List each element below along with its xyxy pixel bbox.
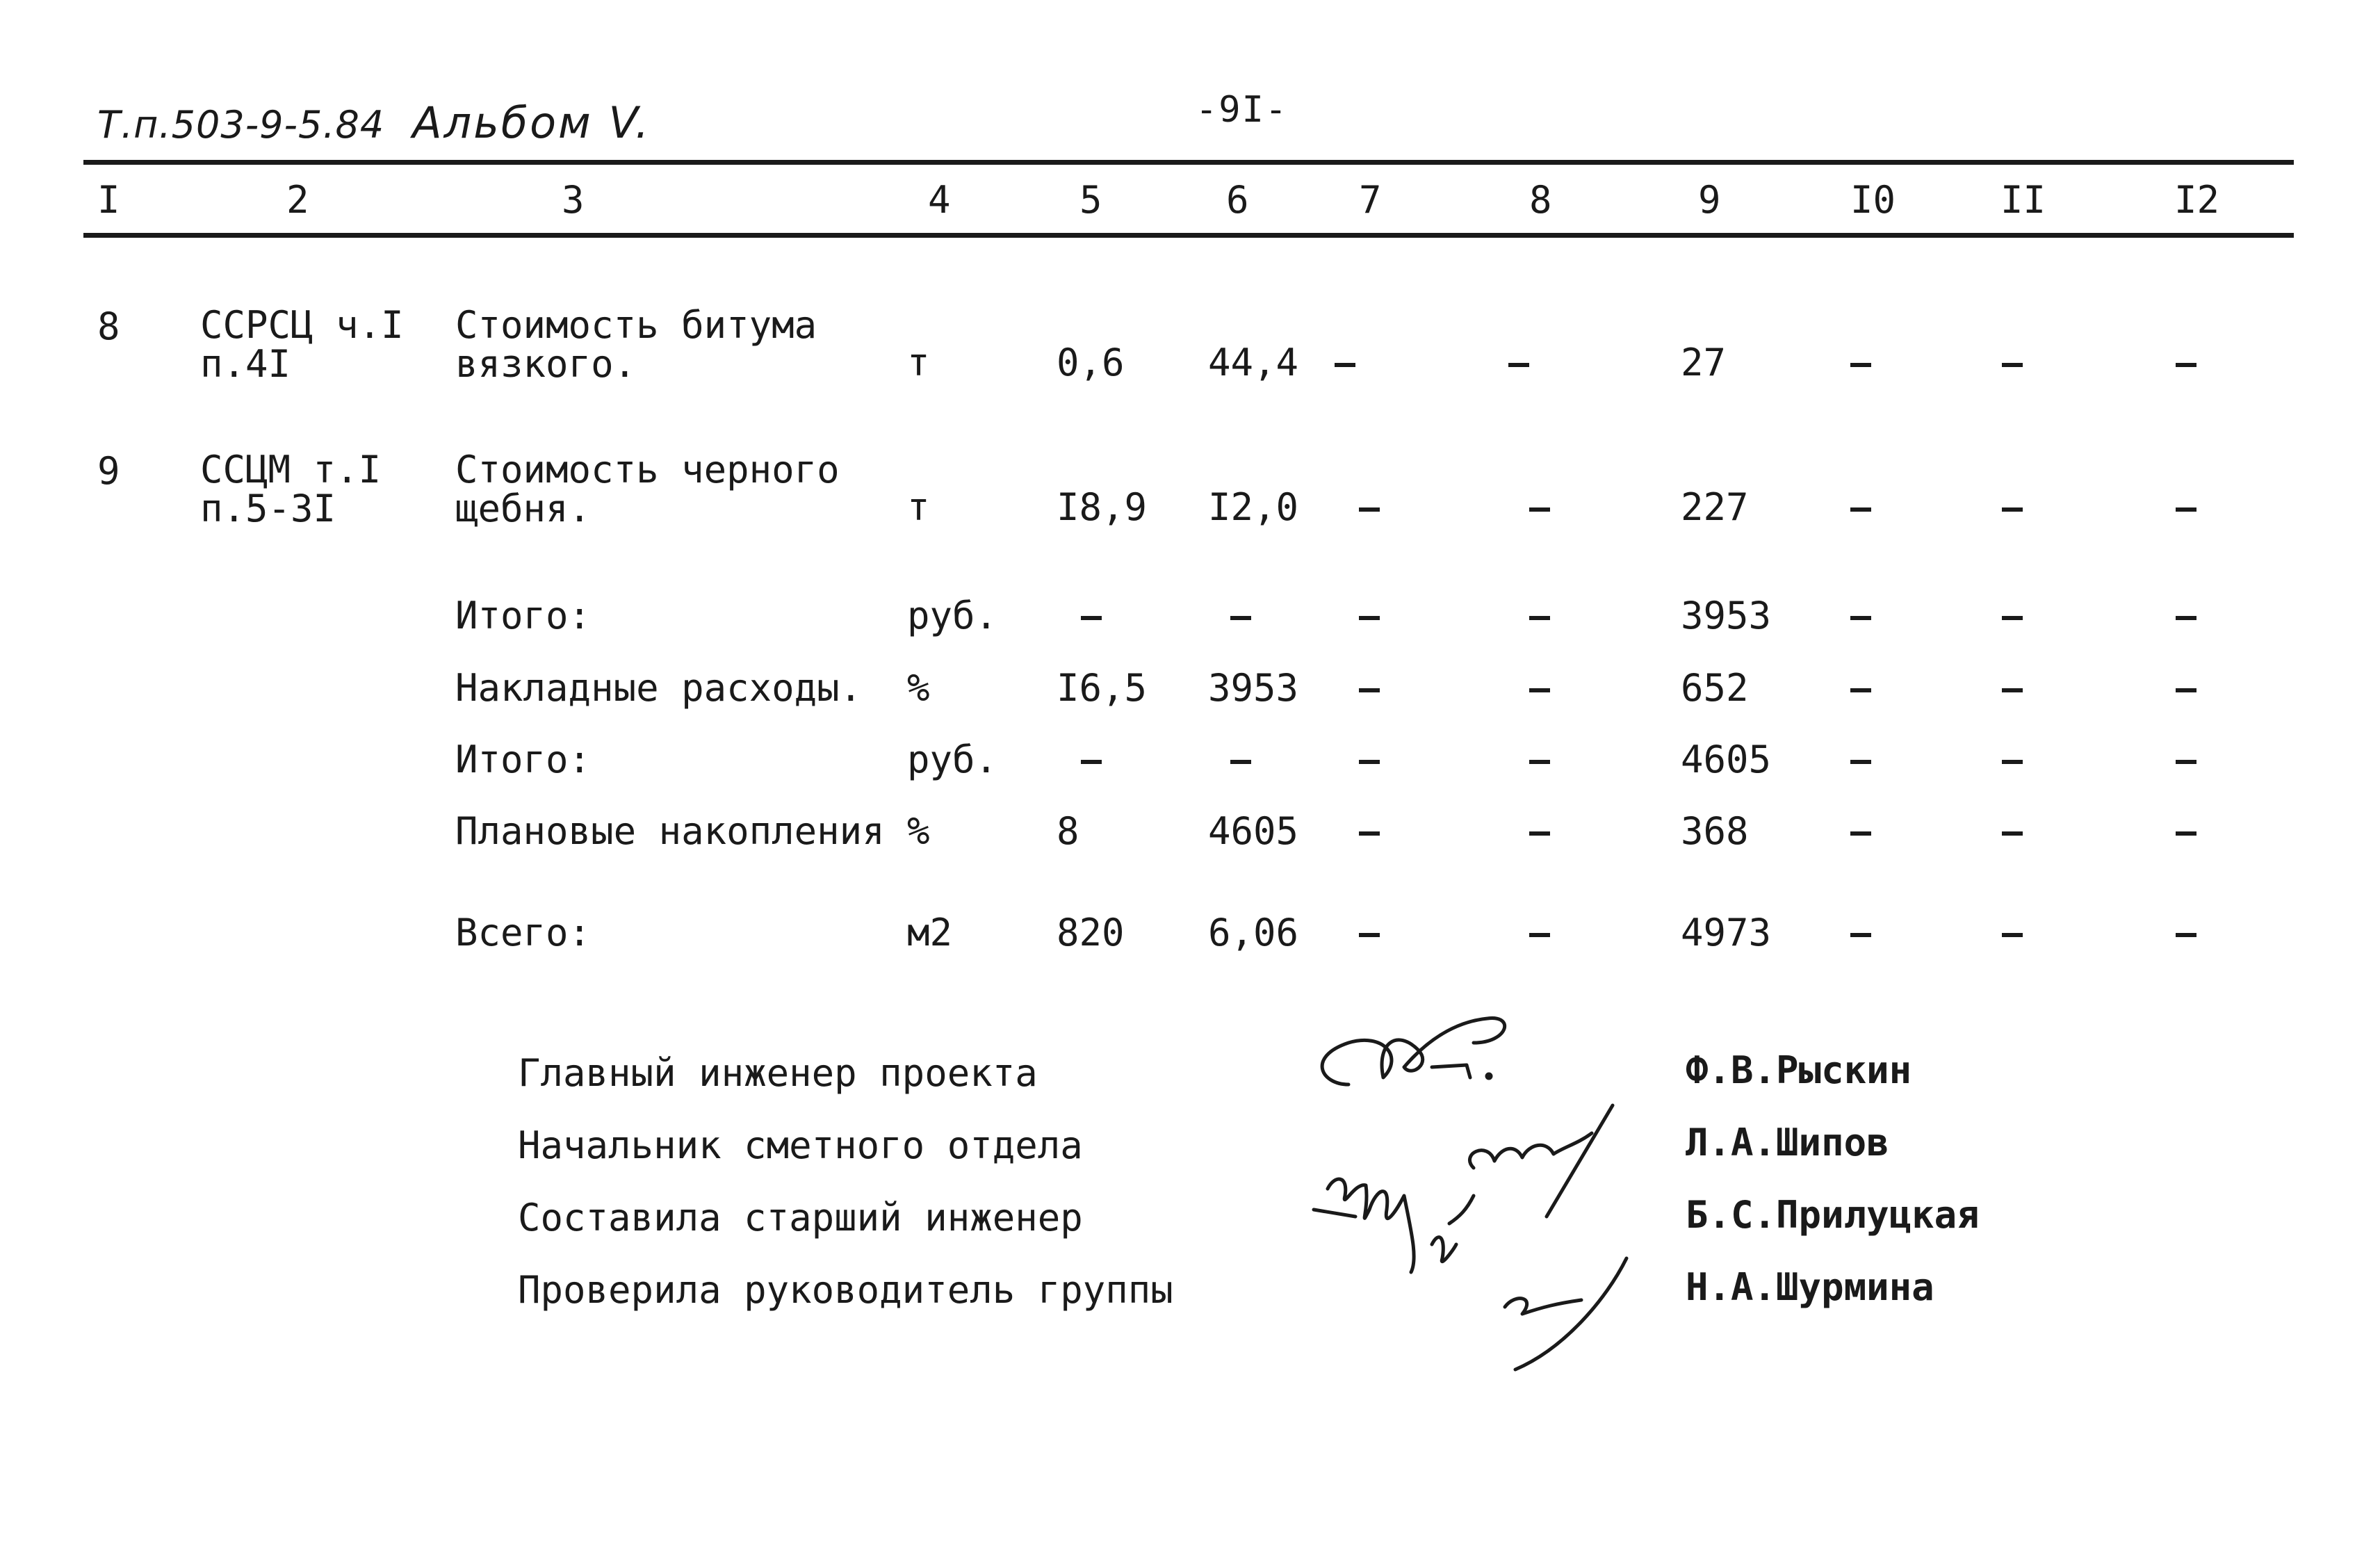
empty-dash bbox=[2002, 811, 2023, 852]
summary-label: Всего: bbox=[455, 911, 592, 954]
column-header: 8 bbox=[1529, 178, 1552, 222]
reference-line: п.5-3I bbox=[200, 487, 336, 530]
empty-dash bbox=[2176, 595, 2196, 637]
summary-label: Итого: bbox=[455, 738, 592, 781]
unit: руб. bbox=[907, 738, 998, 781]
doc-code: Т.п.503-9-5.84 bbox=[97, 103, 385, 147]
total-cost: 3953 bbox=[1681, 594, 1772, 637]
column-header: I bbox=[97, 178, 120, 222]
table-header-rule bbox=[83, 233, 2294, 238]
item-name-line: вязкого. bbox=[455, 342, 637, 386]
empty-dash bbox=[1335, 342, 1355, 384]
unit-price: 6,06 bbox=[1208, 911, 1299, 954]
unit-price: 44,4 bbox=[1208, 341, 1299, 384]
reference-line: ССРСЦ ч.I bbox=[200, 303, 404, 347]
empty-dash bbox=[1359, 912, 1380, 954]
empty-dash bbox=[1529, 487, 1550, 528]
reference-line: ССЦМ т.I bbox=[200, 448, 382, 491]
unit: % bbox=[907, 666, 930, 710]
total-cost: 652 bbox=[1681, 666, 1749, 710]
signer-role: Проверила руководитель группы bbox=[518, 1268, 1173, 1312]
empty-dash bbox=[1850, 342, 1871, 384]
empty-dash bbox=[1081, 739, 1102, 781]
empty-dash bbox=[1850, 487, 1871, 528]
unit-price: I2,0 bbox=[1208, 485, 1299, 529]
signer-name: Н.А.Шурмина bbox=[1686, 1265, 1934, 1309]
signer-name: Ф.В.Рыскин bbox=[1686, 1048, 1912, 1092]
empty-dash bbox=[2176, 487, 2196, 528]
reference-line: п.4I bbox=[200, 342, 291, 386]
column-header: II bbox=[2000, 178, 2046, 222]
column-header: 3 bbox=[562, 178, 585, 222]
empty-dash bbox=[2002, 912, 2023, 954]
empty-dash bbox=[1508, 342, 1529, 384]
empty-dash bbox=[1081, 595, 1102, 637]
row-number: 9 bbox=[97, 449, 120, 493]
row-number: 8 bbox=[97, 304, 120, 348]
signer-role: Начальник сметного отдела bbox=[518, 1123, 1083, 1167]
quantity: I6,5 bbox=[1057, 666, 1148, 710]
empty-dash bbox=[2002, 739, 2023, 781]
unit: т bbox=[907, 485, 930, 529]
empty-dash bbox=[1230, 595, 1251, 637]
empty-dash bbox=[1529, 811, 1550, 852]
empty-dash bbox=[1230, 739, 1251, 781]
unit: руб. bbox=[907, 594, 998, 637]
empty-dash bbox=[2176, 811, 2196, 852]
total-cost: 368 bbox=[1681, 809, 1749, 853]
total-cost: 27 bbox=[1681, 341, 1727, 384]
empty-dash bbox=[1850, 811, 1871, 852]
item-name-line: Стоимость черного bbox=[455, 448, 840, 491]
handwritten-signatures-icon bbox=[1307, 1001, 1668, 1376]
empty-dash bbox=[2002, 595, 2023, 637]
empty-dash bbox=[1529, 595, 1550, 637]
quantity: 0,6 bbox=[1057, 341, 1125, 384]
summary-label: Накладные расходы. bbox=[455, 666, 863, 710]
empty-dash bbox=[2002, 667, 2023, 709]
column-header: 7 bbox=[1359, 178, 1382, 222]
empty-dash bbox=[2002, 487, 2023, 528]
summary-label: Итого: bbox=[455, 594, 592, 637]
signer-name: Б.С.Прилуцкая bbox=[1686, 1193, 1980, 1237]
item-name-line: щебня. bbox=[455, 487, 592, 530]
unit: т bbox=[907, 341, 930, 384]
empty-dash bbox=[1529, 912, 1550, 954]
column-header: 4 bbox=[928, 178, 951, 222]
empty-dash bbox=[2002, 342, 2023, 384]
empty-dash bbox=[1850, 739, 1871, 781]
empty-dash bbox=[1359, 487, 1380, 528]
table-top-rule bbox=[83, 160, 2294, 165]
column-header: 9 bbox=[1698, 178, 1721, 222]
signer-name: Л.А.Шипов bbox=[1686, 1121, 1889, 1164]
signer-role: Главный инженер проекта bbox=[518, 1051, 1038, 1095]
empty-dash bbox=[2176, 912, 2196, 954]
empty-dash bbox=[1850, 595, 1871, 637]
unit: м2 bbox=[907, 911, 953, 954]
empty-dash bbox=[1529, 739, 1550, 781]
empty-dash bbox=[1359, 595, 1380, 637]
empty-dash bbox=[1359, 811, 1380, 852]
empty-dash bbox=[2176, 667, 2196, 709]
total-cost: 227 bbox=[1681, 485, 1749, 529]
empty-dash bbox=[1359, 667, 1380, 709]
column-header: 2 bbox=[286, 178, 309, 222]
column-header: I0 bbox=[1850, 178, 1896, 222]
unit-price: 4605 bbox=[1208, 809, 1299, 853]
empty-dash bbox=[1359, 739, 1380, 781]
empty-dash bbox=[1850, 912, 1871, 954]
empty-dash bbox=[1529, 667, 1550, 709]
quantity: 820 bbox=[1057, 911, 1125, 954]
page-number: -9I- bbox=[1196, 89, 1289, 131]
total-cost: 4973 bbox=[1681, 911, 1772, 954]
column-header: 5 bbox=[1079, 178, 1102, 222]
document-reference bbox=[97, 97, 651, 148]
signer-role: Составила старший инженер bbox=[518, 1196, 1083, 1240]
total-cost: 4605 bbox=[1681, 738, 1772, 781]
unit-price: 3953 bbox=[1208, 666, 1299, 710]
empty-dash bbox=[2176, 342, 2196, 384]
album-label: Альбом V. bbox=[412, 97, 651, 148]
empty-dash bbox=[2176, 739, 2196, 781]
column-header: 6 bbox=[1226, 178, 1249, 222]
column-header: I2 bbox=[2174, 178, 2220, 222]
summary-label: Плановые накопления bbox=[455, 809, 885, 853]
quantity: 8 bbox=[1057, 809, 1079, 853]
quantity: I8,9 bbox=[1057, 485, 1148, 529]
unit: % bbox=[907, 809, 930, 853]
item-name-line: Стоимость битума bbox=[455, 303, 817, 347]
empty-dash bbox=[1850, 667, 1871, 709]
